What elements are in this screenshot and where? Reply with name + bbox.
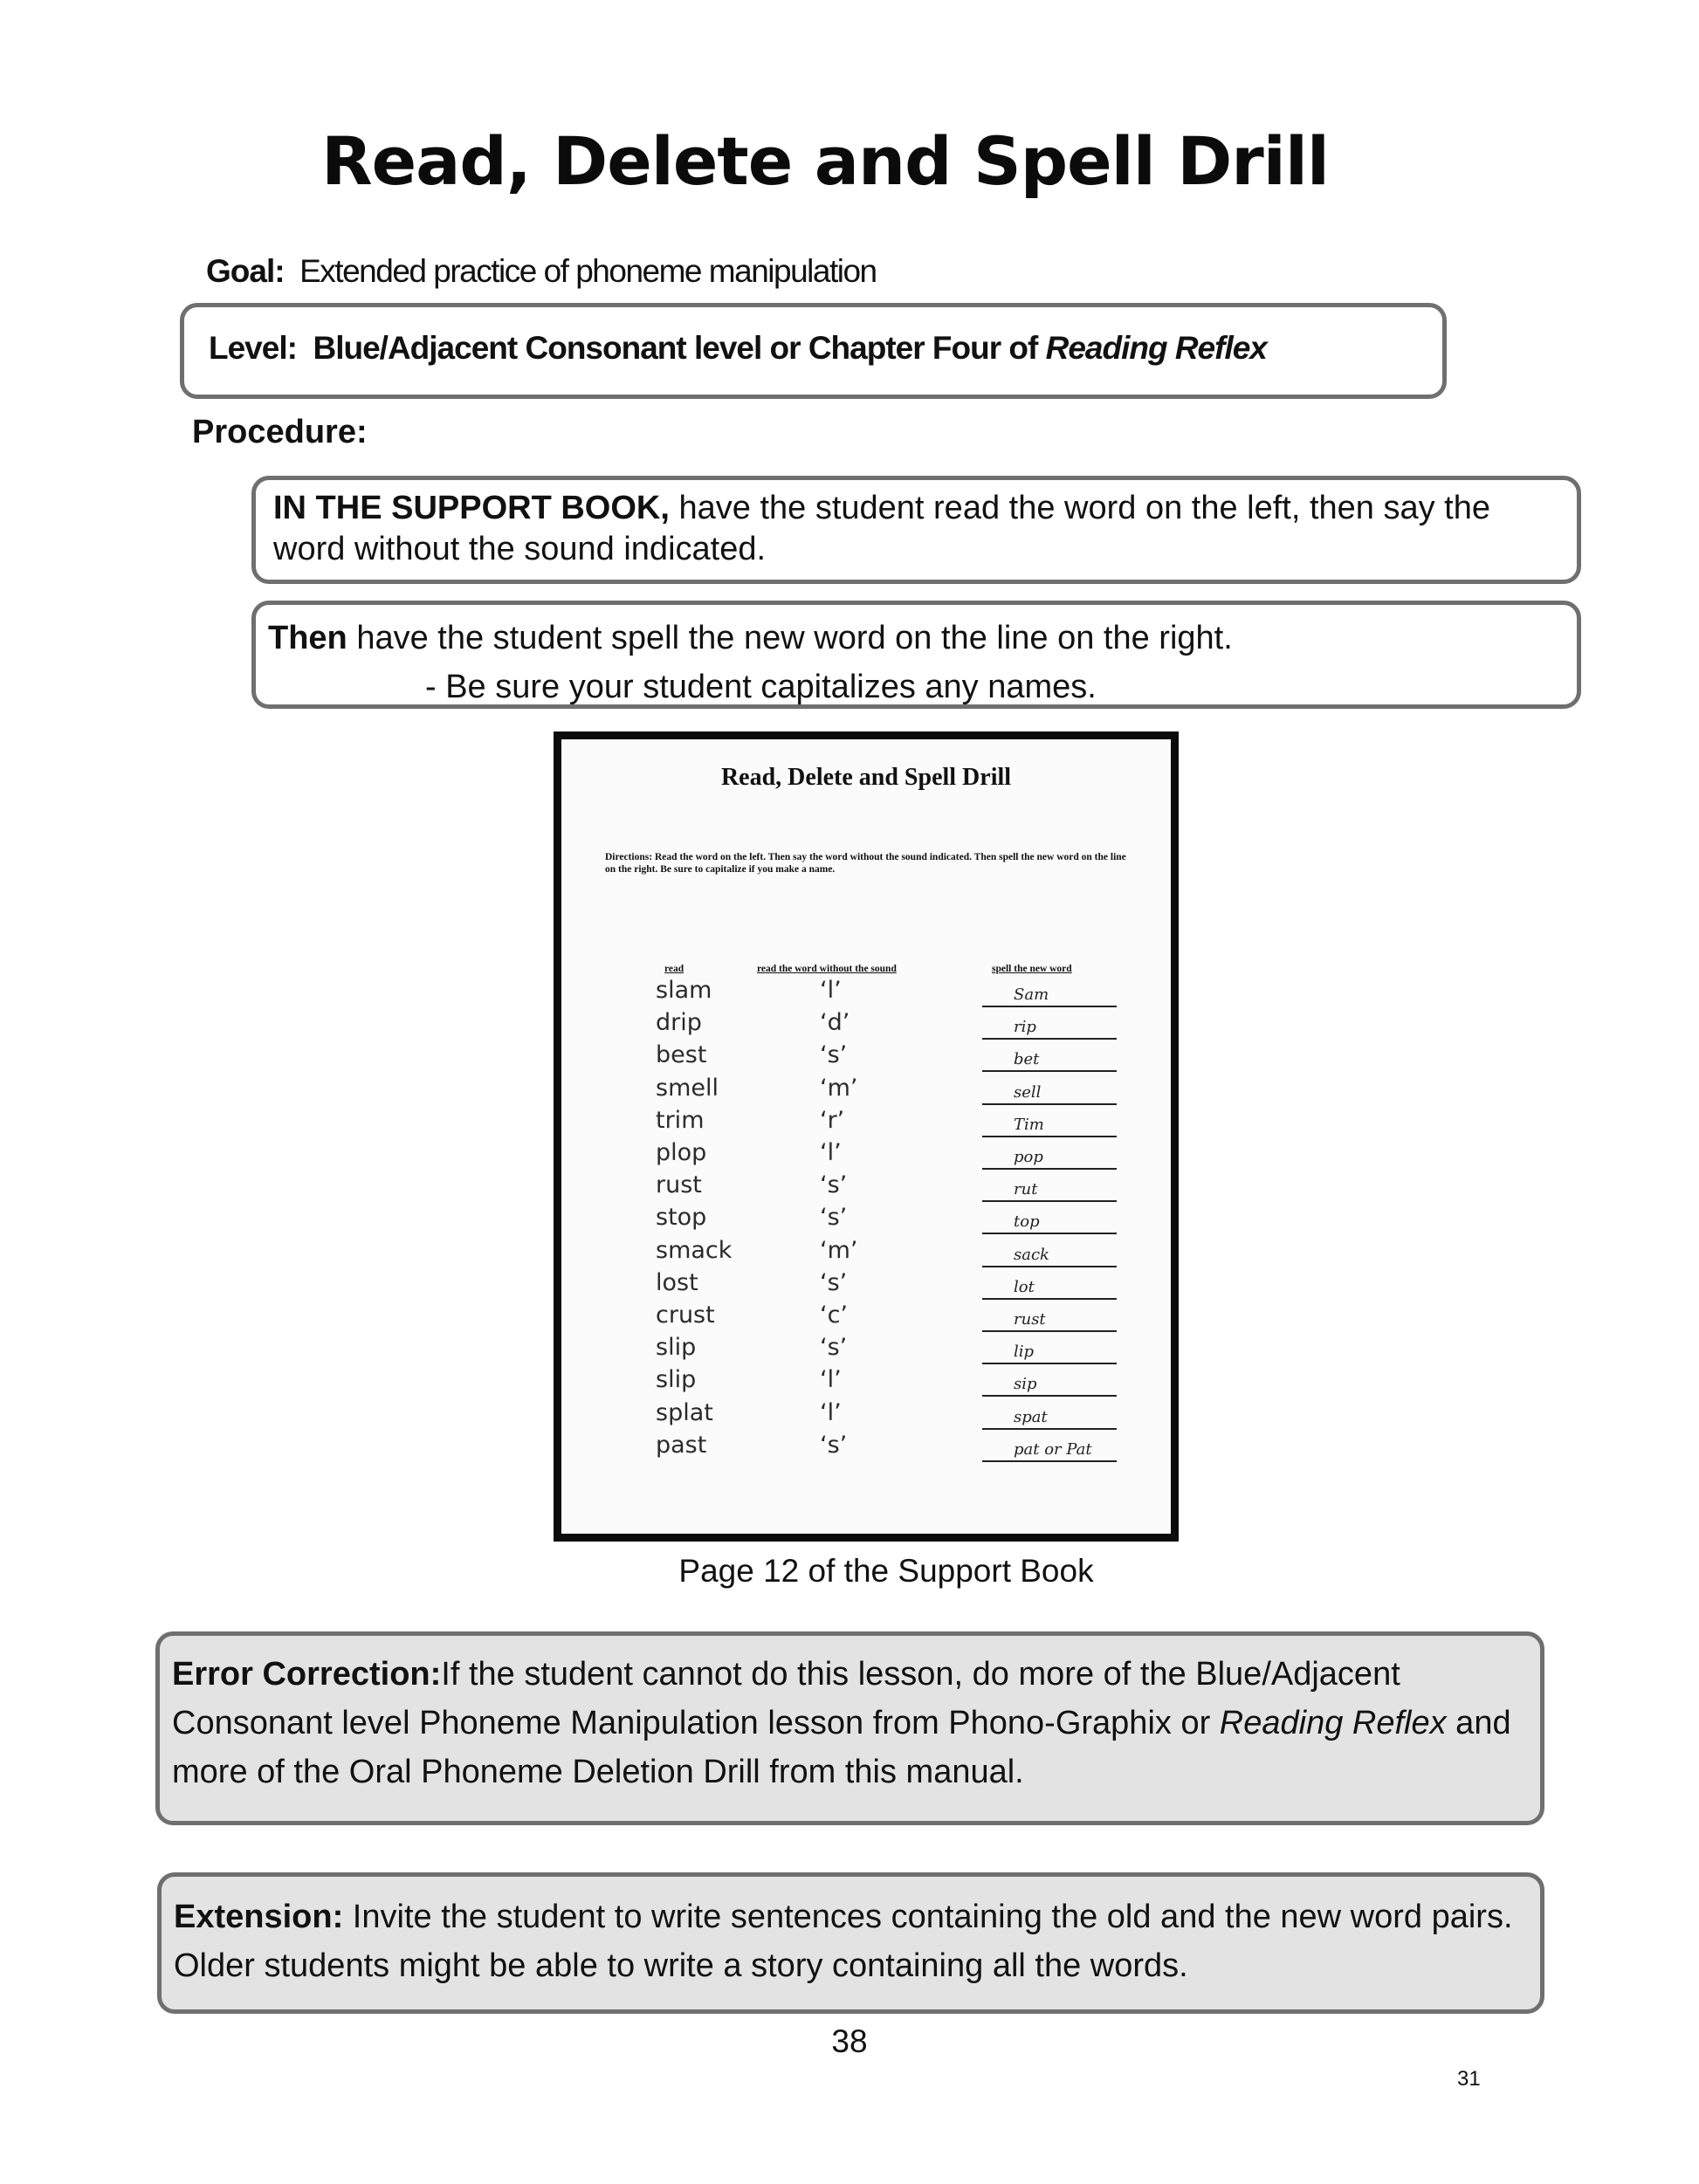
worksheet-sound: ‘s’ [820,1171,848,1199]
worksheet-word: stop [656,1204,707,1232]
page-number: 38 [831,2023,868,2059]
procedure-heading: Procedure: [192,414,368,450]
worksheet-answer-line [982,1330,1117,1332]
worksheet-answer-line [982,1428,1117,1430]
worksheet-sound: ‘l’ [820,1366,842,1394]
error-correction-label: Error Correction: [172,1656,442,1693]
worksheet-answer: top [1014,1212,1040,1232]
worksheet-sound: ‘l’ [820,1398,842,1426]
page-number-small: 31 [1457,2067,1481,2091]
image-caption: Page 12 of the Support Book [678,1553,1094,1589]
worksheet-sound: ‘l’ [820,977,842,1004]
worksheet-sound: ‘c’ [820,1301,849,1329]
worksheet-answer-line [982,1006,1117,1007]
worksheet-answer-line [982,1233,1117,1234]
worksheet-answer: rut [1014,1180,1038,1199]
worksheet-header-read: read [664,964,684,974]
worksheet-answer-line [982,1298,1117,1300]
worksheet-answer: pop [1014,1148,1043,1166]
worksheet-answer: sack [1014,1245,1049,1264]
worksheet-sound: ‘s’ [820,1204,848,1232]
step-2-bold: Then [268,620,347,656]
worksheet-word: smack [656,1236,733,1264]
worksheet-header-spell: spell the new word [992,964,1072,974]
error-correction-text-2: and more of the Oral Phoneme Deletion Drill from this manual. [172,1705,1511,1790]
worksheet-answer: lot [1014,1277,1035,1296]
worksheet-word: slam [656,977,712,1004]
level-box [180,303,1447,399]
worksheet-sound: ‘r’ [820,1106,845,1134]
worksheet-title: Read, Delete and Spell Drill [720,764,1012,791]
worksheet-word: slip [656,1366,697,1394]
worksheet-sound: ‘m’ [820,1074,858,1102]
worksheet-answer-line [982,1103,1117,1105]
page-title: Read, Delete and Spell Drill [321,122,1329,200]
worksheet-word: best [656,1041,707,1069]
worksheet-sound: ‘d’ [820,1009,850,1037]
worksheet-answer-line [982,1266,1117,1267]
extension-box [157,1872,1544,2014]
worksheet-answer-line [982,1070,1117,1072]
worksheet-word: smell [656,1074,719,1102]
worksheet-answer-line [982,1136,1117,1137]
worksheet-word: past [656,1431,707,1459]
worksheet-answer: pat or Pat [1014,1439,1092,1459]
worksheet-answer: sip [1014,1375,1037,1394]
extension-text: Invite the student to write sentences containing the old and the new word pairs. Older students might be able to write a story containing all the words. [174,1899,1513,1984]
worksheet-answer-line [982,1038,1117,1040]
step-1-text: have the student read the word on the left, then say the word without the sound indicated. [273,490,1490,567]
goal-text: Extended practice of phoneme manipulation [299,253,877,289]
worksheet-answer: rip [1014,1018,1036,1037]
worksheet-answer: Tim [1014,1115,1044,1134]
worksheet-sound: ‘s’ [820,1041,848,1069]
worksheet-sound: ‘s’ [820,1431,848,1459]
worksheet-answer-line [982,1460,1117,1462]
worksheet-sound: ‘m’ [820,1236,858,1264]
level-text: Blue/Adjacent Consonant level or Chapter Four of [313,330,1038,366]
goal-label: Goal: [206,253,285,289]
worksheet-answer-line [982,1395,1117,1397]
worksheet-sound: ‘s’ [820,1334,848,1362]
worksheet-answer: bet [1014,1050,1040,1069]
worksheet-word: rust [656,1171,702,1199]
worksheet-answer-line [982,1168,1117,1170]
error-correction-text-1: If the student cannot do this lesson, do more of the Blue/Adjacent Consonant level Phoneme Manipulation lesson from Phono-Graphix or [172,1656,1400,1741]
procedure-step-2 [251,601,1581,709]
worksheet-answer-line [982,1200,1117,1202]
error-correction-box [155,1631,1544,1825]
worksheet-answer: Sam [1014,986,1049,1004]
step-2-note: - Be sure your student capitalizes any names. [425,669,1097,705]
worksheet-answer: sell [1014,1082,1042,1102]
worksheet-sound: ‘l’ [820,1139,842,1166]
worksheet-word: splat [656,1398,713,1426]
worksheet-word: plop [656,1139,707,1166]
worksheet-answer: rust [1014,1310,1046,1329]
worksheet-word: crust [656,1301,715,1329]
worksheet-header-sound: read the word without the sound [757,964,897,974]
worksheet-image [554,731,1179,1542]
worksheet-word: lost [656,1268,698,1296]
worksheet-answer: lip [1014,1343,1035,1362]
worksheet-answer-line [982,1363,1117,1364]
worksheet-word: trim [656,1106,705,1134]
step-1-bold: IN THE SUPPORT BOOK, [273,490,670,526]
worksheet-word: slip [656,1334,697,1362]
worksheet-directions: Directions: Read the word on the left. Then say the word without the sound indicated. Then spell the new word on the line on the right. Be sure to capitalize if you make a name. [605,852,1126,875]
error-correction-book: Reading Reflex [1219,1705,1447,1741]
goal-line [206,253,877,290]
worksheet-word: drip [656,1009,702,1037]
level-label: Level: [209,330,297,366]
step-2-text: have the student spell the new word on the line on the right. [347,620,1233,656]
procedure-step-1 [251,476,1581,584]
worksheet-sound: ‘s’ [820,1268,848,1296]
extension-label: Extension: [174,1899,344,1935]
level-book-title: Reading Reflex [1045,330,1267,366]
worksheet-answer: spat [1014,1407,1048,1426]
